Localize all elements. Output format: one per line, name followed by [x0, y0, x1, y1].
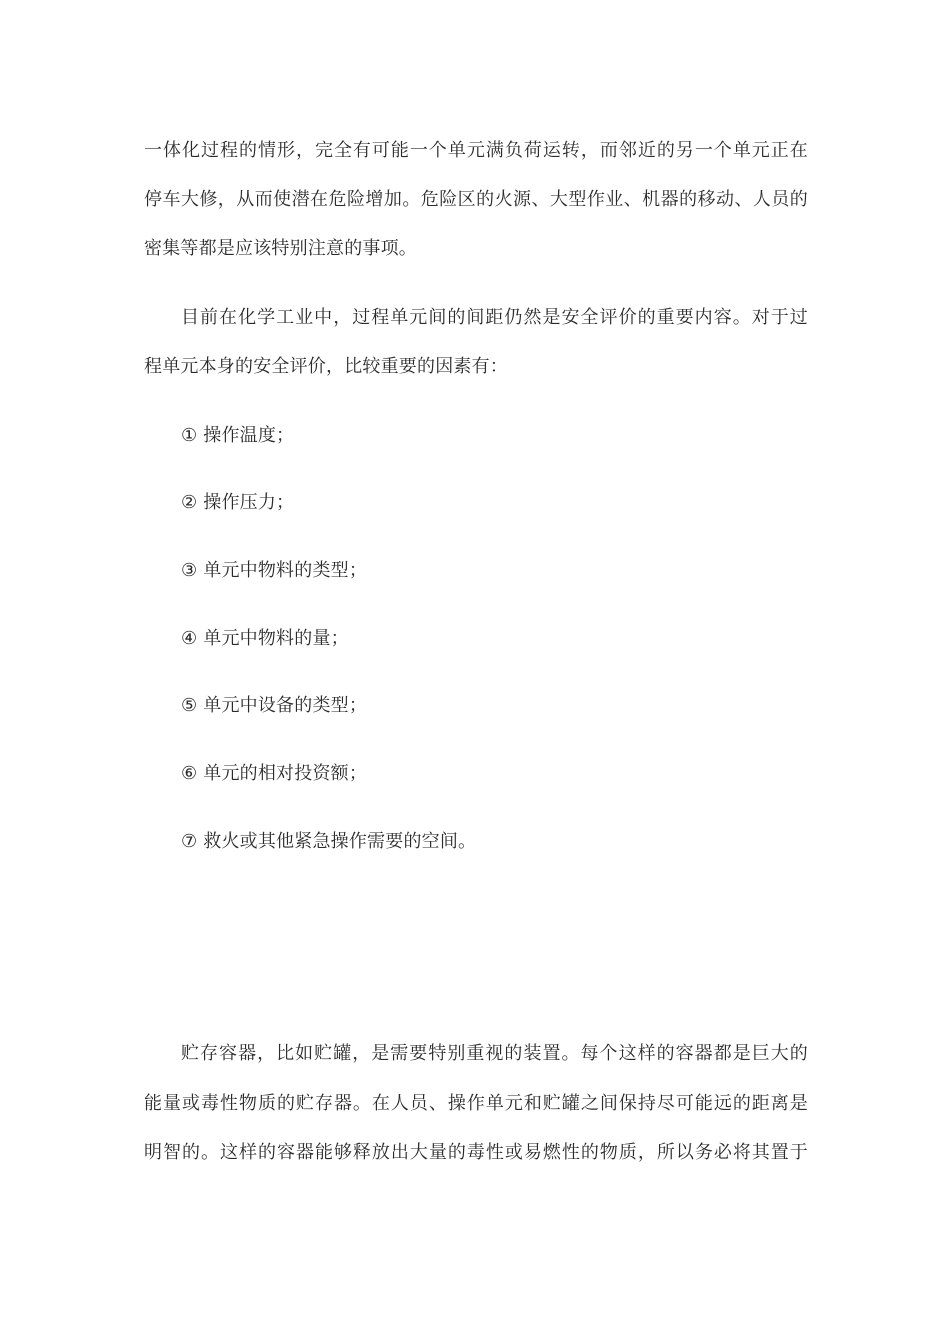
- paragraph-1-line-1: 一体化过程的情形，完全有可能一个单元满负荷运转，而邻近的另一个单元正在: [144, 140, 808, 161]
- factor-item-3: ③ 单元中物料的类型；: [181, 560, 368, 581]
- factor-item-2: ② 操作压力；: [181, 492, 295, 513]
- paragraph-2-line-2: 程单元本身的安全评价，比较重要的因素有：: [144, 356, 508, 377]
- paragraph-3-line-1: 贮存容器，比如贮罐，是需要特别重视的装置。每个这样的容器都是巨大的: [181, 1043, 808, 1064]
- paragraph-1-line-3: 密集等都是应该特别注意的事项。: [144, 238, 417, 259]
- factor-item-1: ① 操作温度；: [181, 425, 295, 446]
- paragraph-3-line-3: 明智的。这样的容器能够释放出大量的毒性或易燃性的物质，所以务必将其置于: [144, 1142, 808, 1163]
- factor-item-4: ④ 单元中物料的量；: [181, 628, 349, 649]
- factor-item-7: ⑦ 救火或其他紧急操作需要的空间。: [181, 831, 477, 852]
- paragraph-3-line-2: 能量或毒性物质的贮存器。在人员、操作单元和贮罐之间保持尽可能远的距离是: [144, 1093, 808, 1114]
- paragraph-1-line-2: 停车大修，从而使潜在危险增加。危险区的火源、大型作业、机器的移动、人员的: [144, 189, 808, 210]
- factor-item-6: ⑥ 单元的相对投资额；: [181, 763, 368, 784]
- paragraph-2-line-1: 目前在化学工业中，过程单元间的间距仍然是安全评价的重要内容。对于过: [181, 307, 808, 328]
- factor-item-5: ⑤ 单元中设备的类型；: [181, 695, 368, 716]
